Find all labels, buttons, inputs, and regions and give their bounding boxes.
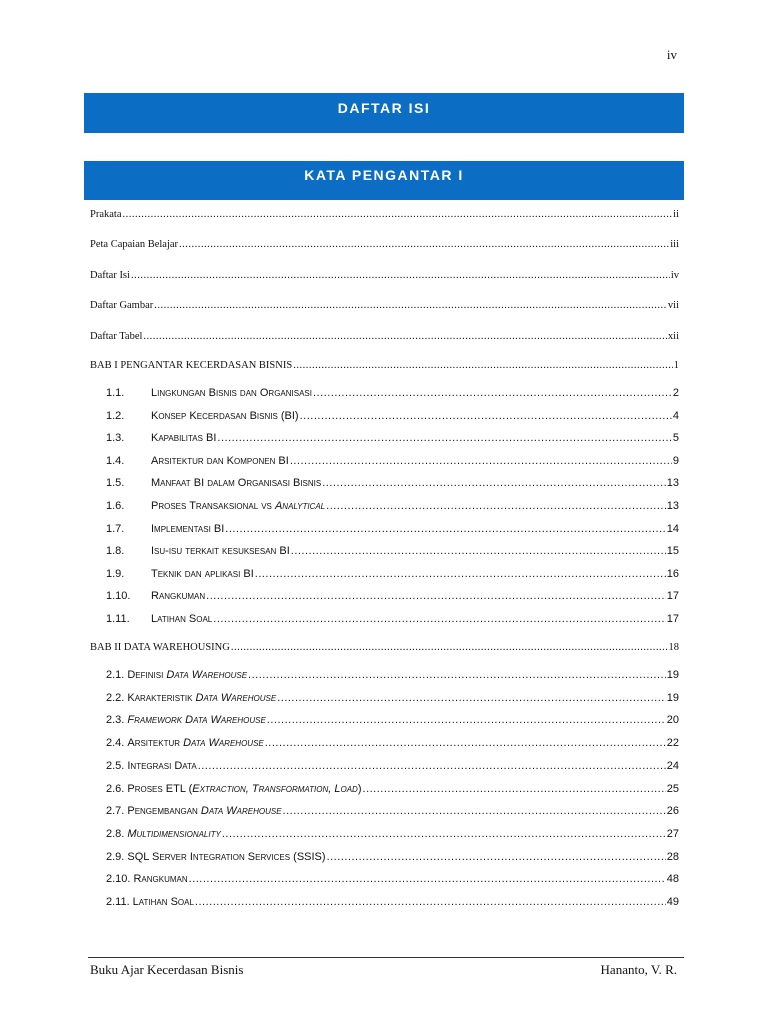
toc-subentry-page: 14 (666, 522, 679, 535)
toc-subentry-page: 20 (666, 714, 679, 727)
toc-subentry-page: 48 (666, 873, 679, 886)
toc-subentry[interactable] (90, 896, 679, 908)
toc-subentry[interactable] (90, 455, 679, 467)
dot-leader (322, 477, 666, 489)
dot-leader (267, 714, 666, 726)
toc-entry-label: BAB II DATA WAREHOUSING (90, 642, 230, 653)
toc-subentry-title (151, 432, 216, 444)
toc-subentry-italic: Framework Data Warehouse (127, 714, 266, 727)
toc-subentry[interactable] (90, 410, 679, 422)
toc-subentry-title (127, 805, 281, 817)
toc-subentry[interactable] (90, 828, 679, 840)
dot-leader (198, 760, 666, 772)
toc-subentry-title (133, 873, 187, 885)
dot-leader (363, 783, 666, 795)
toc-subentry-number: 2.5. (106, 759, 125, 772)
toc-subentry-title (151, 455, 289, 467)
toc-subentry[interactable] (90, 590, 679, 602)
toc-entry[interactable] (90, 239, 679, 250)
toc-subentry-title (127, 783, 361, 795)
toc-subentry-page: 28 (666, 850, 679, 863)
dot-leader (277, 692, 666, 704)
toc-subentry-number: 1.10. (106, 590, 131, 603)
toc-subentry[interactable] (90, 692, 679, 704)
toc-subentry-text: Arsitektur dan Komponen BI (151, 454, 289, 467)
dot-leader (313, 387, 672, 399)
toc-subentry-title (127, 760, 196, 772)
dot-leader (123, 209, 673, 220)
toc-entry[interactable] (90, 331, 679, 342)
toc-subentry-title (151, 590, 205, 602)
toc-subentry-number: 1.7. (106, 522, 125, 535)
toc-subentry-title (151, 387, 312, 399)
dot-leader (283, 805, 666, 817)
toc-entry-label: Prakata (90, 209, 122, 220)
toc-entry-page: 18 (668, 642, 679, 653)
toc-subentry-page: 5 (672, 432, 679, 445)
toc-entry-label: Daftar Tabel (90, 331, 143, 342)
toc-entry-label: BAB I PENGANTAR KECERDASAN BISNIS (90, 360, 293, 371)
toc-subentry-number: 1.11. (106, 613, 130, 625)
toc-subentry-title (127, 828, 220, 840)
toc-subentry-title (151, 545, 290, 557)
toc-subentry-page: 26 (666, 805, 679, 818)
toc-subentry-title (127, 851, 325, 863)
toc-subentry-number: 1.8. (106, 545, 125, 558)
dot-leader (189, 873, 666, 885)
toc-subentry-title (127, 669, 247, 681)
dot-leader (300, 410, 672, 422)
toc-subentry-text: Proses Transaksional vs (151, 500, 275, 512)
footer-author: Hananto, V. R. (600, 962, 677, 977)
toc-subentry[interactable] (90, 851, 679, 863)
toc-subentry-text: Definisi (127, 669, 167, 681)
toc-subentry[interactable] (90, 737, 679, 749)
footer-book-title: Buku Ajar Kecerdasan Bisnis (90, 962, 244, 977)
toc-subentry[interactable] (90, 873, 679, 885)
toc-subentry-title (133, 896, 194, 908)
toc-subentry-page: 2 (672, 387, 679, 399)
toc-subentry-number: 1.1. (106, 387, 125, 399)
toc-subentry-text: Arsitektur (127, 737, 184, 750)
toc-subentry-number: 1.4. (106, 454, 125, 467)
dot-leader (248, 669, 666, 681)
toc-subentry-number: 2.7. (106, 805, 125, 818)
toc-subentry-text: Rangkuman (133, 873, 188, 886)
toc-subentry-number: 1.6. (106, 500, 125, 512)
toc-subentry-italic: Data Warehouse (200, 805, 282, 818)
dot-leader (222, 828, 666, 840)
toc-subentry[interactable] (90, 783, 679, 795)
toc-subentry-page: 17 (666, 613, 679, 625)
toc-subentry-number: 1.3. (106, 432, 125, 445)
toc-subentry-page: 9 (672, 454, 679, 467)
page-number: iv (666, 47, 677, 62)
chapter-entry[interactable] (90, 642, 679, 653)
toc-subentry-text: SQL Server Integration Services (SSIS) (127, 850, 326, 863)
toc-entry[interactable] (90, 270, 679, 281)
dot-leader (255, 568, 666, 580)
toc-subentry-text: Karakteristik (127, 691, 196, 704)
dot-leader (293, 360, 673, 371)
toc-subentry-italic: Analytical (274, 500, 326, 512)
toc-entry-label: Daftar Gambar (90, 300, 154, 311)
dot-leader (195, 896, 666, 908)
toc-subentry-text: Konsep Kecerdasan Bisnis (BI) (151, 409, 299, 422)
dot-leader (327, 851, 666, 863)
toc-subentry-text: Kapabilitas BI (151, 432, 217, 445)
toc-subentry-text: Pengembangan (127, 805, 201, 818)
dot-leader (154, 300, 667, 311)
toc-subentry-number: 2.11. (106, 896, 130, 908)
toc-subentry-italic: Multidimensionality (127, 827, 221, 840)
toc-subentry[interactable] (90, 545, 679, 557)
toc-subentry-title (151, 500, 325, 512)
toc-subentry-title (151, 568, 254, 580)
toc-entry[interactable] (90, 209, 679, 220)
toc-subentry-text: Isu-isu terkait kesuksesan BI (151, 545, 290, 558)
footer-divider (88, 957, 684, 958)
toc-subentry-italic: Data Warehouse (166, 669, 248, 681)
chapter-entry[interactable] (90, 360, 679, 371)
toc-subentry-number: 2.4. (106, 737, 125, 750)
toc-subentry-italic: Data Warehouse (183, 737, 264, 750)
toc-subentry-page: 4 (672, 409, 679, 422)
dot-leader (291, 545, 666, 557)
toc-subentry[interactable] (90, 568, 679, 580)
dot-leader (179, 239, 669, 250)
toc-subentry[interactable] (90, 500, 679, 512)
toc-subentry-text: Manfaat BI dalam Organisasi Bisnis (151, 477, 322, 490)
toc-subentry-page: 19 (666, 669, 679, 681)
dot-leader (265, 737, 666, 749)
toc-subentry-title (151, 477, 321, 489)
dot-leader (225, 523, 665, 535)
toc-subentry-number: 2.1. (106, 669, 125, 681)
toc-subentry-title (127, 714, 265, 726)
dot-leader (206, 590, 666, 602)
toc-subentry[interactable] (90, 714, 679, 726)
dot-leader (326, 500, 666, 512)
toc-subentry[interactable] (90, 760, 679, 772)
toc-subentry-number: 2.3. (106, 714, 125, 727)
toc-subentry[interactable] (90, 669, 679, 681)
toc-entry-page: ii (673, 209, 679, 220)
toc-subentry-italic: Data Warehouse (195, 691, 277, 704)
toc-subentry-number: 1.9. (106, 567, 125, 580)
toc-subentry[interactable] (90, 805, 679, 817)
toc-subentry-number: 2.9. (106, 850, 125, 863)
dot-leader (143, 331, 666, 342)
toc-subentry-title (151, 410, 299, 422)
toc-subentry-title (127, 737, 263, 749)
toc-subentry-number: 2.6. (106, 782, 125, 795)
toc-subentry-number: 2.2. (106, 691, 125, 704)
toc-subentry[interactable] (90, 613, 679, 625)
toc-subentry-text: Implementasi BI (151, 522, 225, 535)
daftar-isi-banner: DAFTAR ISI (84, 93, 684, 133)
toc-subentry[interactable] (90, 387, 679, 399)
toc-subentry-page: 15 (666, 545, 679, 558)
toc-entry-page: vii (667, 300, 679, 311)
toc-entry-page: iv (670, 270, 679, 281)
toc-entry-label: Daftar Isi (90, 270, 130, 281)
toc-subentry-number: 2.8. (106, 827, 125, 840)
toc-subentry-text: Proses ETL ( (127, 782, 193, 795)
toc-subentry-page: 19 (666, 691, 679, 704)
toc-subentry[interactable] (90, 523, 679, 535)
toc-subentry-page: 22 (666, 737, 679, 750)
toc-subentry[interactable] (90, 477, 679, 489)
toc-entry-label: Peta Capaian Belajar (90, 239, 179, 250)
toc-subentry-title (151, 523, 224, 535)
dot-leader (217, 432, 671, 444)
toc-entry-page: iii (670, 239, 679, 250)
toc-subentry-page: 24 (666, 759, 679, 772)
toc-subentry-text: Rangkuman (151, 590, 206, 603)
dot-leader (290, 455, 672, 467)
toc-subentry-text: Lingkungan Bisnis dan Organisasi (151, 387, 312, 399)
toc-subentry-title (151, 613, 212, 625)
toc-subentry-page: 25 (666, 782, 679, 795)
toc-subentry-suffix: ) (357, 782, 362, 795)
toc-subentry-number: 1.2. (106, 409, 125, 422)
dot-leader (231, 642, 668, 653)
toc-entry-page: 1 (673, 360, 679, 371)
toc-entry[interactable] (90, 300, 679, 311)
toc-subentry-text: Latihan Soal (132, 896, 194, 908)
toc-subentry-number: 2.10. (106, 873, 131, 886)
toc-subentry-page: 49 (666, 896, 679, 908)
toc-subentry-page: 16 (666, 567, 679, 580)
toc-subentry-text: Integrasi Data (127, 759, 197, 772)
toc-subentry-italic: Extraction, Transformation, Load (192, 782, 358, 795)
toc-subentry-text: Latihan Soal (151, 613, 213, 625)
toc-subentry-page: 13 (666, 477, 679, 490)
toc-subentry-page: 13 (666, 500, 679, 512)
toc-subentry-text: Teknik dan aplikasi BI (151, 567, 254, 580)
toc-subentry-page: 17 (666, 590, 679, 603)
toc-subentry-number: 1.5. (106, 477, 125, 490)
kata-pengantar-banner: KATA PENGANTAR I (84, 161, 684, 200)
dot-leader (131, 270, 670, 281)
dot-leader (213, 613, 665, 625)
toc-subentry-title (127, 692, 276, 704)
toc-subentry[interactable] (90, 432, 679, 444)
toc-entry-page: xii (667, 331, 679, 342)
toc-subentry-page: 27 (666, 827, 679, 840)
